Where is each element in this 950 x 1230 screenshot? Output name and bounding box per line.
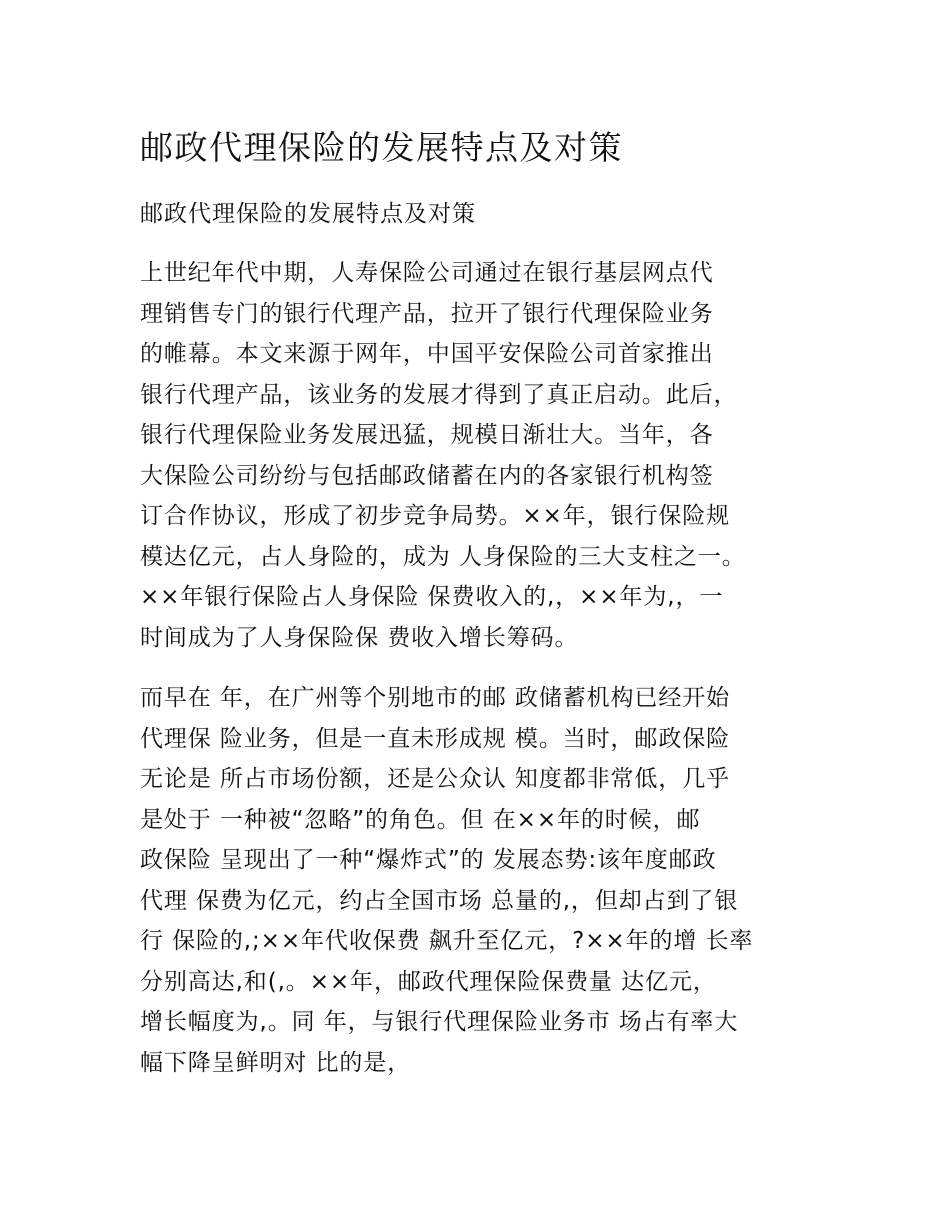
paragraph-line: 行 保险的,;××年代收保费 飙升至亿元，?××年的增 长率 bbox=[140, 928, 754, 954]
page-subtitle: 邮政代理保险的发展特点及对策 bbox=[140, 201, 476, 227]
paragraph-line: 时间成为了人身保险保 费收入增长筹码。 bbox=[140, 624, 579, 651]
paragraph-line: 无论是 所占市场份额，还是公众认 知度都非常低，几乎 bbox=[140, 766, 731, 792]
paragraph-line: 幅下降呈鲜明对 比的是， bbox=[140, 1049, 412, 1076]
page-title: 邮政代理保险的发展特点及对策 bbox=[140, 128, 623, 167]
paragraph-line: ××年银行保险占人身保险 保费收入的,，××年为,，一 bbox=[140, 584, 724, 610]
paragraph-line: 银行代理产品，该业务的发展才得到了真正启动。此后， bbox=[140, 381, 738, 408]
paragraph-line: 订合作协议，形成了初步竞争局势。××年，银行保险规 bbox=[140, 503, 731, 529]
paragraph-line: 理销售专门的银行代理产品，拉开了银行代理保险业务 bbox=[140, 300, 714, 327]
paragraph-line: 增长幅度为,。同 年，与银行代理保险业务市 场占有率大 bbox=[140, 1009, 739, 1035]
paragraph-line: 银行代理保险业务发展迅猛，规模日渐壮大。当年，各 bbox=[140, 422, 714, 448]
paragraph-line: 而早在 年，在广州等个别地市的邮 政储蓄机构已经开始 bbox=[140, 685, 731, 711]
paragraph-line: 上世纪年代中期，人寿保险公司通过在银行基层网点代 bbox=[140, 260, 714, 286]
paragraph-line: 代理保 险业务，但是一直未形成规 模。当时，邮政保险 bbox=[140, 725, 731, 752]
paragraph-2 bbox=[140, 678, 840, 1083]
paragraph-line: 大保险公司纷纷与包括邮政储蓄在内的各家银行机构签 bbox=[140, 462, 714, 489]
paragraph-line: 代理 保费为亿元，约占全国市场 总量的,，但却占到了银 bbox=[140, 887, 739, 914]
paragraph-line: 分别高达,和(,。××年，邮政代理保险保费量 达亿元， bbox=[140, 968, 717, 995]
paragraph-1 bbox=[140, 253, 840, 658]
paragraph-line: 政保险 呈现出了一种“爆炸式”的 发展态势:该年度邮政 bbox=[140, 847, 717, 873]
paragraph-line: 的帷幕。本文来源于网年，中国平安保险公司首家推出 bbox=[140, 341, 714, 367]
paragraph-line: 是处于 一种被“忽略”的角色。但 在××年的时候，邮 bbox=[140, 806, 701, 833]
paragraph-line: 模达亿元，占人身险的，成为 人身保险的三大支柱之一。 bbox=[140, 543, 746, 570]
